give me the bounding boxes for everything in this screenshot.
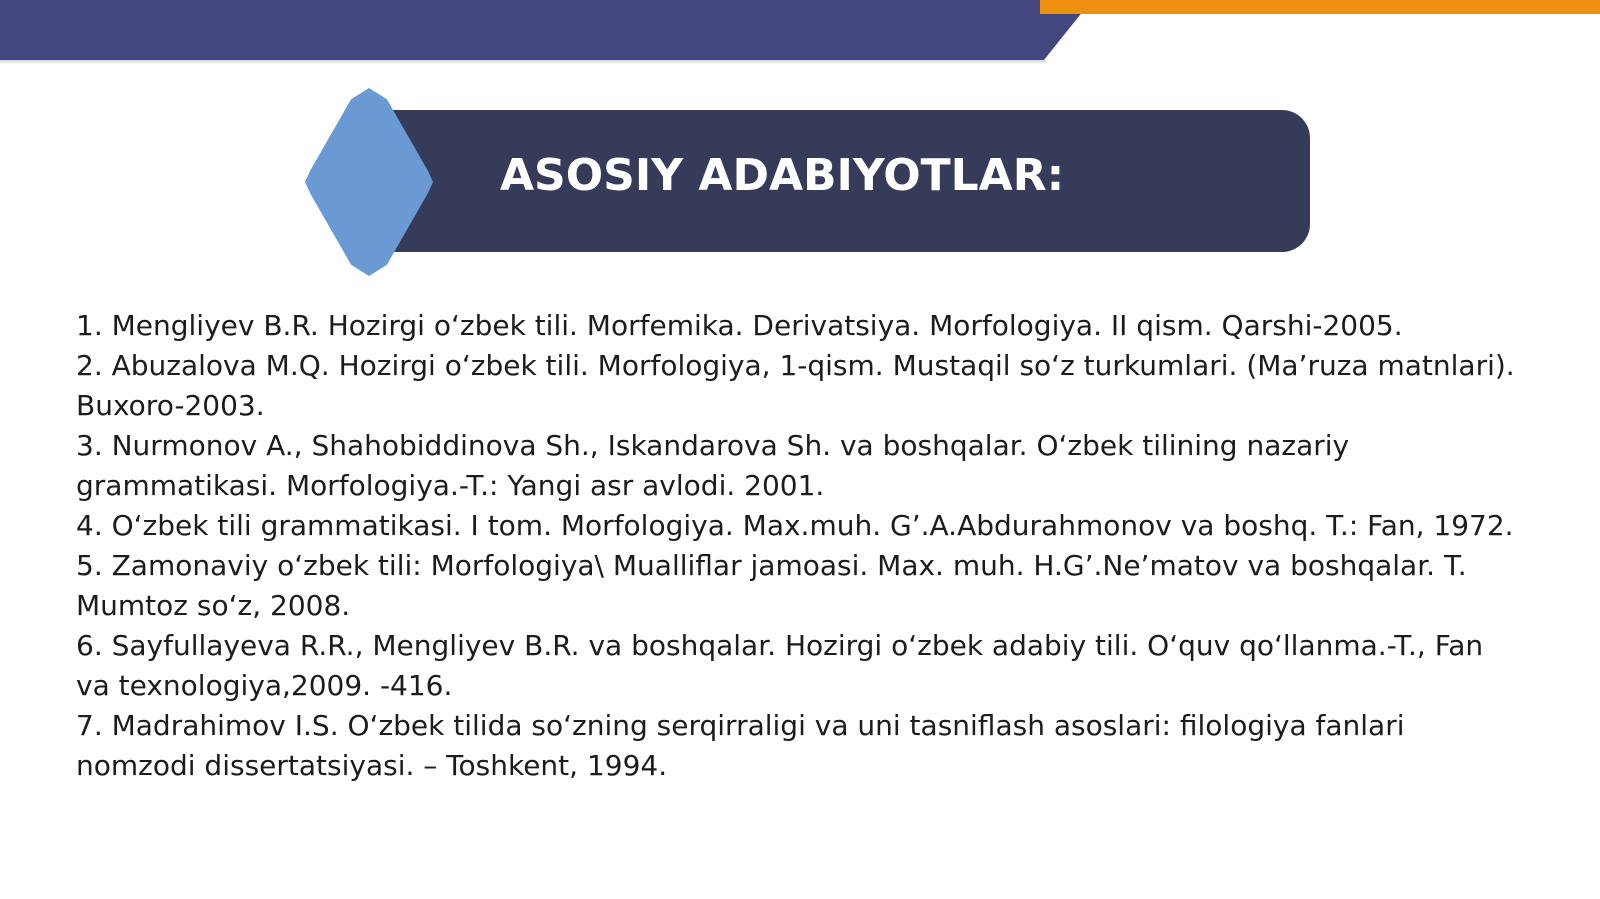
top-header-shadow: [0, 60, 1046, 64]
reference-item: 6. Sayfullayeva R.R., Mengliyev B.R. va boshqalar. Hozirgi o‘zbek adabiy tili. O‘quv qo‘llanma.-T., Fan va texnologiya,2009. -416.: [76, 629, 1484, 702]
references-list: [76, 306, 1516, 786]
top-header-band: [0, 0, 1092, 60]
reference-item: 4. O‘zbek tili grammatikasi. I tom. Morfologiya. Max.muh. G’.A.Abdurahmonov va boshq. T.: Fan, 1972.: [76, 509, 1514, 542]
reference-item: 1. Mengliyev B.R. Hozirgi o‘zbek tili. Morfemika. Derivatsiya. Morfologiya. II qism. Qarshi-2005.: [76, 309, 1403, 342]
page-title: ASOSIY ADABIYOTLAR:: [500, 150, 1065, 201]
reference-item: 5. Zamonaviy o‘zbek tili: Morfologiya\ Mualliflar jamoasi. Max. muh. H.G’.Ne’matov va boshqalar. T. Mumtoz so‘z, 2008.: [76, 549, 1467, 622]
reference-item: 2. Abuzalova M.Q. Hozirgi o‘zbek tili. Morfologiya, 1-qism. Mustaqil so‘z turkumlari. (Ma’ruza matnlari). Buxoro-2003.: [76, 349, 1515, 422]
reference-item: 3. Nurmonov A., Shahobiddinova Sh., Iskandarova Sh. va boshqalar. O‘zbek tilining nazariy grammatikasi. Morfologiya.-T.: Yangi asr avlodi. 2001.: [76, 429, 1350, 502]
top-accent-bar: [1040, 0, 1600, 14]
reference-item: 7. Madrahimov I.S. O‘zbek tilida so‘zning serqirraligi va uni tasniflash asoslari: filologiya fanlari nomzodi dissertatsiyasi. – Toshkent, 1994.: [76, 709, 1405, 782]
